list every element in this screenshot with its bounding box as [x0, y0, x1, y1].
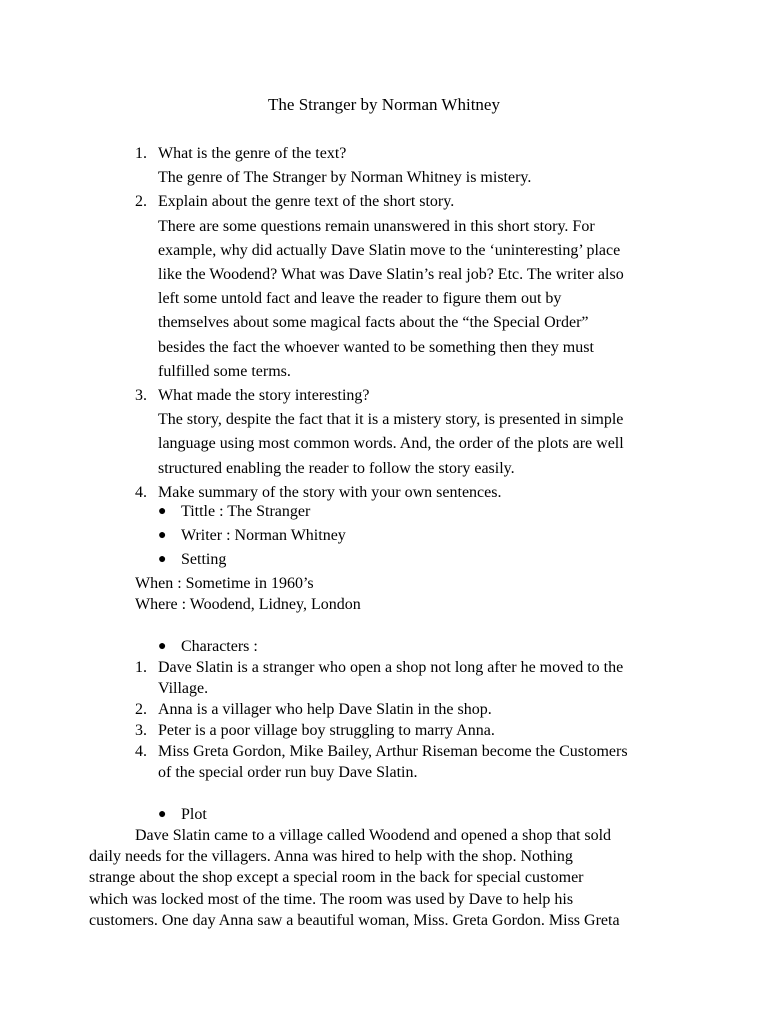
question-item [135, 142, 624, 190]
character-item [135, 699, 628, 720]
question-number: 1. [135, 145, 147, 162]
bullet-text: Setting [181, 551, 227, 569]
bullet-item [158, 548, 346, 572]
bullet-item [158, 500, 346, 524]
character-number: 2. [135, 701, 147, 718]
document-title: The Stranger by Norman Whitney [268, 95, 500, 114]
question-text: Explain about the genre text of the short story. [158, 193, 455, 211]
plot-line: strange about the shop except a special room in the back for special customer [89, 869, 584, 887]
character-line: Miss Greta Gordon, Mike Bailey, Arthur Riseman become the Customers [158, 743, 628, 760]
bullet-item [158, 804, 207, 825]
bullet-icon: ● [158, 528, 167, 544]
plot-line: customers. One day Anna saw a beautiful woman, Miss. Greta Gordon. Miss Greta [89, 911, 620, 929]
plot-line: Dave Slatin came to a village called Woodend and opened a shop that sold [135, 827, 612, 844]
question-text: What is the genre of the text? [158, 145, 347, 162]
setting-when: When : Sometime in 1960’s [135, 575, 314, 592]
setting-lines [135, 573, 361, 615]
character-line: Dave Slatin is a stranger who open a shop not long after he moved to the [158, 659, 624, 676]
bullet-item [158, 636, 258, 657]
answer-line: There are some questions remain unanswered in this short story. For [158, 217, 595, 235]
answer-line: like the Woodend? What was Dave Slatin’s real job? Etc. The writer also [158, 266, 624, 284]
setting-where: Where : Woodend, Lidney, London [135, 596, 361, 613]
answer-line: language using most common words. And, the order of the plots are well [158, 435, 624, 453]
characters-heading: Characters : [181, 638, 258, 655]
answer-line: example, why did actually Dave Slatin move to the ‘uninteresting’ place [158, 241, 621, 259]
bullet-item [158, 524, 346, 548]
question-text: What made the story interesting? [158, 387, 370, 405]
character-number: 4. [135, 743, 147, 760]
characters-heading-block [158, 636, 258, 657]
question-item [135, 384, 624, 481]
character-line: Peter is a poor village boy struggling to marry Anna. [158, 722, 495, 739]
plot-heading: Plot [181, 806, 207, 823]
character-number: 1. [135, 659, 147, 676]
question-number: 4. [135, 483, 147, 501]
question-number: 3. [135, 387, 147, 405]
character-number: 3. [135, 722, 147, 739]
characters-list [135, 657, 628, 783]
bullet-icon: ● [158, 639, 167, 654]
character-item [135, 741, 628, 783]
plot-line: which was locked most of the time. The room was used by Dave to help his [89, 890, 574, 908]
question-number: 2. [135, 193, 147, 211]
summary-bullets [158, 500, 346, 573]
character-line: of the special order run buy Dave Slatin. [158, 764, 418, 781]
bullet-text: Writer : Norman Whitney [181, 527, 346, 545]
answer-line: fulfilled some terms. [158, 362, 291, 380]
answer-line: The story, despite the fact that it is a mistery story, is presented in simple [158, 411, 624, 429]
answer-line: structured enabling the reader to follow the story easily. [158, 459, 515, 477]
answer-line: The genre of The Stranger by Norman Whitney is mistery. [158, 169, 532, 187]
character-line: Anna is a villager who help Dave Slatin in the shop. [158, 701, 492, 718]
character-item [135, 720, 628, 741]
plot-heading-block [158, 804, 207, 825]
answer-line: besides the fact the whoever wanted to be something then they must [158, 338, 594, 356]
bullet-icon: ● [158, 807, 167, 822]
plot-line: daily needs for the villagers. Anna was hired to help with the shop. Nothing [89, 848, 573, 866]
answer-line: themselves about some magical facts about the “the Special Order” [158, 314, 589, 332]
plot-paragraph [89, 825, 620, 931]
answer-line: left some untold fact and leave the reader to figure them out by [158, 290, 562, 308]
question-text: Make summary of the story with your own sentences. [158, 483, 502, 501]
bullet-icon: ● [158, 504, 167, 519]
question-item [135, 190, 624, 384]
questions-list [135, 142, 624, 505]
bullet-text: Tittle : The Stranger [181, 503, 311, 520]
bullet-icon: ● [158, 552, 167, 568]
character-item [135, 657, 628, 699]
character-line: Village. [158, 680, 209, 697]
